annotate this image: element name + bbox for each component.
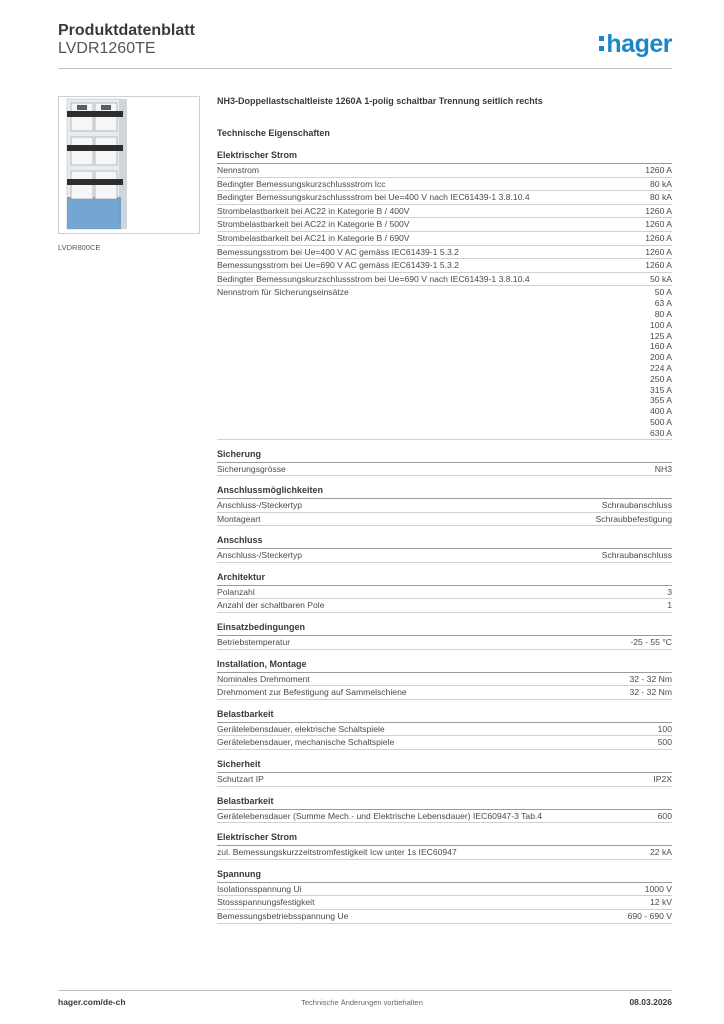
property-label: Betriebstemperatur xyxy=(217,637,291,648)
property-row xyxy=(217,218,672,232)
property-value: 50 A xyxy=(654,287,672,298)
property-value: Schraubanschluss xyxy=(601,500,672,511)
property-value-list xyxy=(650,286,672,438)
property-label: Schutzart IP xyxy=(217,774,264,785)
property-label: Nominales Drehmoment xyxy=(217,673,310,684)
property-label: Gerätelebensdauer, elektrische Schaltspiele xyxy=(217,723,385,734)
document-header xyxy=(58,22,195,58)
property-value: 80 A xyxy=(654,308,672,319)
header-divider xyxy=(58,68,672,69)
footer-note: Technische Änderungen vorbehalten xyxy=(301,998,423,1007)
property-row xyxy=(217,883,672,897)
property-value: 1260 A xyxy=(645,165,672,175)
property-section xyxy=(217,448,672,477)
property-label: Strombelastbarkeit bei AC22 in Kategorie B / 500V xyxy=(217,219,410,230)
property-value: 50 kA xyxy=(650,273,672,284)
property-section xyxy=(217,831,672,860)
property-value: 1260 A xyxy=(645,246,672,257)
property-value: 32 - 32 Nm xyxy=(629,687,672,698)
property-section xyxy=(217,708,672,750)
properties-sections xyxy=(217,149,672,924)
property-label: Polanzahl xyxy=(217,586,255,597)
property-section xyxy=(217,795,672,824)
property-row xyxy=(217,910,672,924)
property-row xyxy=(217,586,672,600)
property-row xyxy=(217,723,672,737)
property-value: 100 A xyxy=(650,319,672,330)
footer-date: 08.03.2026 xyxy=(629,997,672,1007)
logo-text: hager xyxy=(606,30,672,58)
property-value: 630 A xyxy=(650,427,672,438)
property-value: 100 xyxy=(657,723,672,734)
page-title: Produktdatenblatt xyxy=(58,22,195,39)
property-value: 1000 V xyxy=(644,883,672,894)
property-value: 600 xyxy=(657,810,672,821)
property-value: 1260 A xyxy=(645,205,672,216)
property-value: IP2X xyxy=(653,774,672,785)
property-value: 224 A xyxy=(650,362,672,373)
property-row xyxy=(217,599,672,613)
product-description: NH3-Doppellastschaltleiste 1260A 1-polig schaltbar Trennung seitlich rechts xyxy=(217,96,543,106)
property-value: NH3 xyxy=(654,463,672,474)
section-title: Sicherheit xyxy=(217,758,672,773)
property-value: 1 xyxy=(667,600,672,611)
property-label: Bemessungsstrom bei Ue=690 V AC gemäss IEC61439-1 5.3.2 xyxy=(217,260,459,271)
property-section xyxy=(217,758,672,787)
property-value: -25 - 55 °C xyxy=(630,637,672,648)
property-row xyxy=(217,273,672,287)
property-value: 3 xyxy=(667,586,672,597)
section-title: Belastbarkeit xyxy=(217,795,672,810)
property-row xyxy=(217,286,672,439)
property-label: Bedingter Bemessungskurzschlussstrom Icc xyxy=(217,178,386,189)
property-value: 1260 A xyxy=(645,219,672,230)
property-row xyxy=(217,463,672,477)
property-label: Anschluss-/Steckertyp xyxy=(217,500,303,511)
property-section xyxy=(217,571,672,613)
section-title: Spannung xyxy=(217,868,672,883)
property-label: Montageart xyxy=(217,513,261,524)
product-model: LVDR1260TE xyxy=(58,40,156,57)
property-section xyxy=(217,621,672,650)
section-title: Installation, Montage xyxy=(217,658,672,673)
property-row xyxy=(217,549,672,563)
property-row xyxy=(217,513,672,527)
property-value: 315 A xyxy=(650,384,672,395)
property-label: Bedingter Bemessungskurzschlussstrom bei Ue=400 V nach IEC61439-1 3.8.10.4 xyxy=(217,192,530,203)
property-row xyxy=(217,673,672,687)
property-value: 22 kA xyxy=(650,847,672,858)
hager-logo xyxy=(599,30,672,59)
property-value: 160 A xyxy=(650,341,672,352)
property-value: Schraubanschluss xyxy=(601,550,672,561)
property-label: Gerätelebensdauer, mechanische Schaltspiele xyxy=(217,737,395,748)
property-label: Isolationsspannung Ui xyxy=(217,883,302,894)
property-value: 63 A xyxy=(654,298,672,309)
property-row xyxy=(217,246,672,260)
property-value: 500 A xyxy=(650,416,672,427)
property-label: Nennstrom xyxy=(217,165,260,175)
property-section xyxy=(217,658,672,700)
section-title: Architektur xyxy=(217,571,672,586)
section-title: Einsatzbedingungen xyxy=(217,621,672,636)
property-row xyxy=(217,499,672,513)
property-label: zul. Bemessungskurzzeitstromfestigkeit Icw unter 1s IEC60947 xyxy=(217,847,457,858)
property-value: 690 - 690 V xyxy=(627,911,672,921)
property-value: Schraubbefestigung xyxy=(595,513,672,524)
load-strip-illustration xyxy=(59,97,199,233)
property-value: 400 A xyxy=(650,406,672,417)
section-title: Elektrischer Strom xyxy=(217,831,672,846)
property-label: Stossspannungsfestigkeit xyxy=(217,897,315,908)
property-row xyxy=(217,686,672,700)
logo-colon-icon xyxy=(599,36,604,51)
property-section xyxy=(217,868,672,924)
footer-divider xyxy=(58,990,672,991)
property-value: 1260 A xyxy=(645,232,672,243)
datasheet-content xyxy=(217,96,672,932)
product-image xyxy=(58,96,200,234)
property-label: Bemessungsbetriebsspannung Ue xyxy=(217,911,349,921)
property-section xyxy=(217,534,672,563)
property-value: 125 A xyxy=(650,330,672,341)
technical-properties-heading: Technische Eigenschaften xyxy=(217,128,330,138)
property-row xyxy=(217,232,672,246)
property-row xyxy=(217,636,672,650)
property-row xyxy=(217,736,672,750)
property-label: Nennstrom für Sicherungseinsätze xyxy=(217,287,349,298)
property-value: 32 - 32 Nm xyxy=(629,673,672,684)
property-section xyxy=(217,484,672,526)
property-value: 80 kA xyxy=(650,178,672,189)
image-caption: LVDR800CE xyxy=(58,243,101,252)
property-row xyxy=(217,178,672,192)
property-row xyxy=(217,259,672,273)
property-label: Strombelastbarkeit bei AC22 in Kategorie B / 400V xyxy=(217,205,410,216)
property-label: Drehmoment zur Befestigung auf Sammelschiene xyxy=(217,687,407,698)
property-label: Bemessungsstrom bei Ue=400 V AC gemäss IEC61439-1 5.3.2 xyxy=(217,246,459,257)
property-value: 200 A xyxy=(650,352,672,363)
property-value: 250 A xyxy=(650,373,672,384)
property-row xyxy=(217,191,672,205)
property-row xyxy=(217,810,672,824)
property-label: Gerätelebensdauer (Summe Mech.- und Elektrische Lebensdauer) IEC60947-3 Tab.4 xyxy=(217,810,543,821)
property-value: 500 xyxy=(657,737,672,748)
property-value: 12 kV xyxy=(650,897,672,908)
property-value: 355 A xyxy=(650,395,672,406)
property-value: 80 kA xyxy=(650,192,672,203)
section-title: Anschlussmöglichkeiten xyxy=(217,484,672,499)
property-label: Anschluss-/Steckertyp xyxy=(217,550,303,561)
section-title: Sicherung xyxy=(217,448,672,463)
property-row xyxy=(217,896,672,910)
section-title: Elektrischer Strom xyxy=(217,149,672,164)
footer-website: hager.com/de-ch xyxy=(58,997,126,1007)
property-row xyxy=(217,773,672,787)
section-title: Anschluss xyxy=(217,534,672,549)
property-row xyxy=(217,164,672,178)
property-label: Anzahl der schaltbaren Pole xyxy=(217,600,325,611)
property-label: Strombelastbarkeit bei AC21 in Kategorie B / 690V xyxy=(217,232,410,243)
property-label: Bedingter Bemessungskurzschlussstrom bei Ue=690 V nach IEC61439-1 3.8.10.4 xyxy=(217,273,530,284)
section-title: Belastbarkeit xyxy=(217,708,672,723)
property-row xyxy=(217,205,672,219)
property-label: Sicherungsgrösse xyxy=(217,463,286,474)
property-row xyxy=(217,846,672,860)
property-value: 1260 A xyxy=(645,260,672,271)
property-section xyxy=(217,149,672,440)
